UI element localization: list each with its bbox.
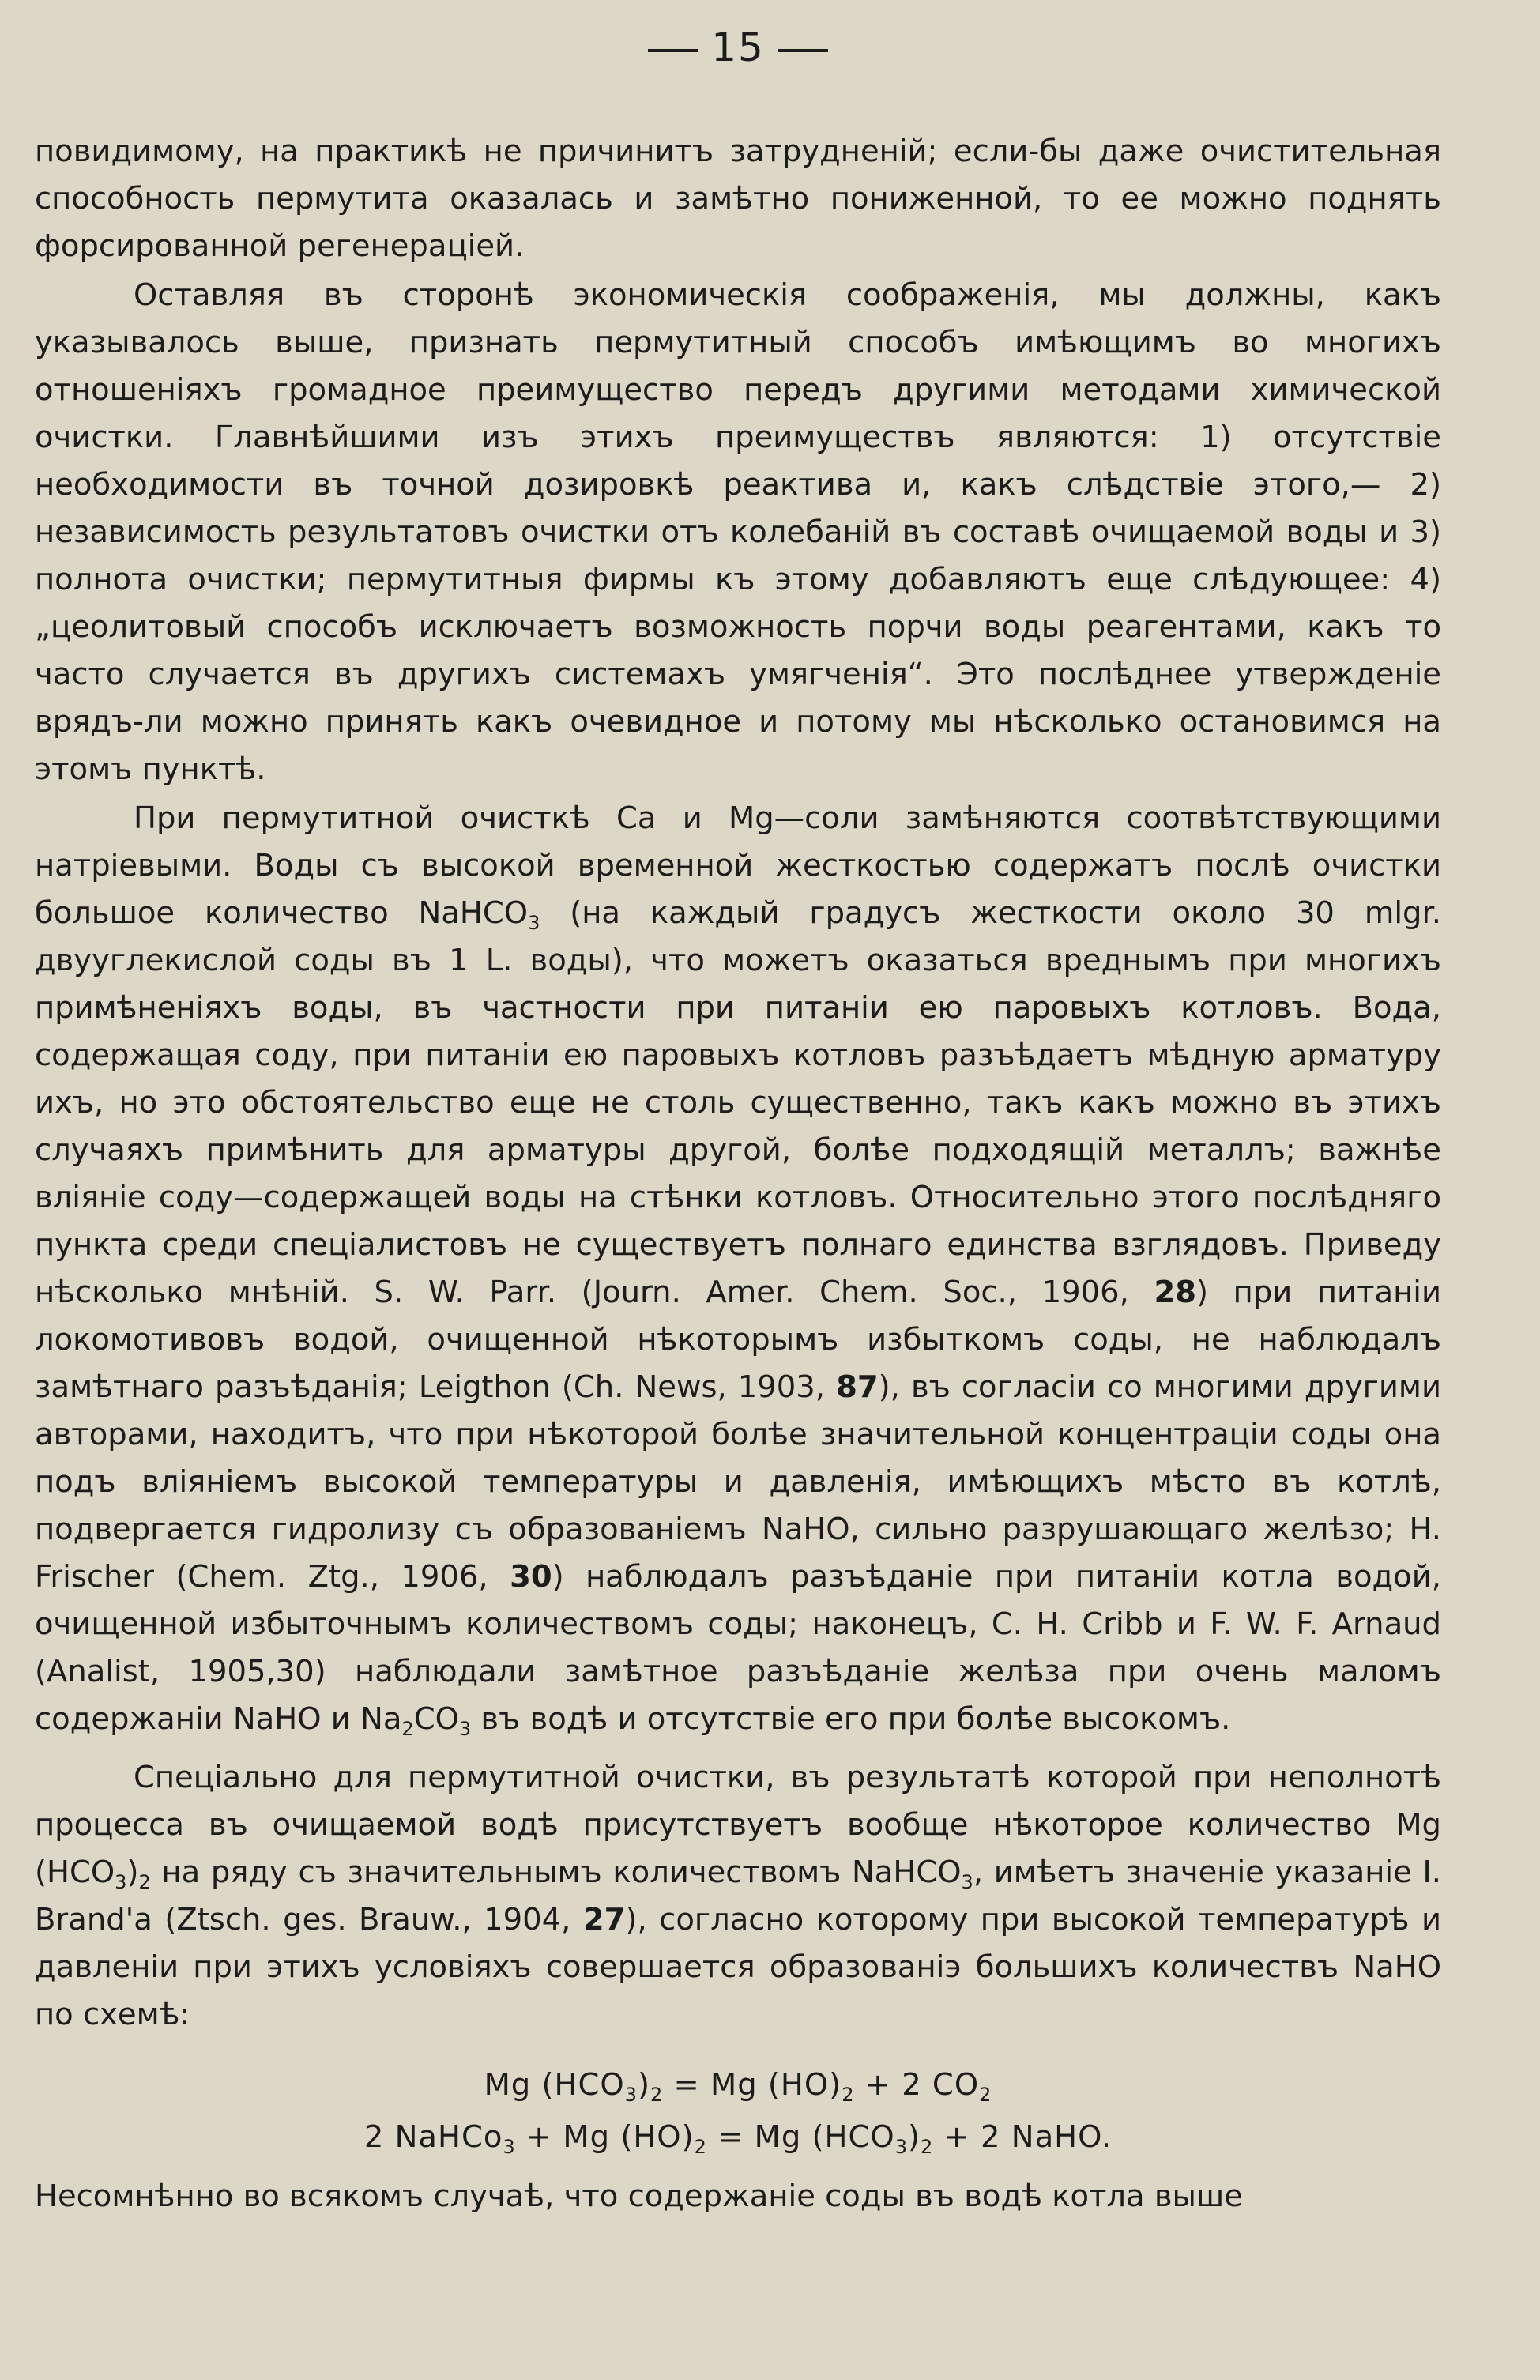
paragraph-2: Оставляя въ сторонѣ экономическія соображенія, мы должны, какъ указывалось выше, признать пермутитный способъ имѣющимъ во многихъ отношеніяхъ громадное преимущество передъ другими методами химической очистки. Главнѣйшими изъ этихъ преимуществъ являются: 1) отсутствіе необходимости въ точной дозировкѣ реактива и, какъ слѣдствіе этого,— 2) независимость результатовъ очистки отъ колебаній въ составѣ очищаемой воды и 3) полнота очистки; пермутитныя фирмы къ этому добавляютъ еще слѣдующее: 4) „цеолитовый способъ исключаетъ возможность порчи воды реагентами, какъ то часто случается въ другихъ системахъ умягченія“. Это послѣднее утвержденіе врядъ-ли можно принять какъ очевидное и потому мы нѣсколько остановимся на этомъ пунктѣ. (35, 277, 1441, 787)
p3-sub-f: 3 (458, 1718, 472, 1740)
p3-sub-e: 2 (401, 1718, 414, 1740)
paragraph-3 (35, 795, 1441, 1743)
formula-1 (35, 2059, 1441, 2111)
f1-sub-b: 2 (650, 2084, 664, 2106)
p3-bold-volume-87: 87 (836, 1369, 879, 1405)
f2-sub-a: 3 (503, 2136, 516, 2158)
p4-sub-a: 3 (115, 1871, 127, 1893)
f2-d: ) (907, 2119, 921, 2155)
p3-bold-volume-30: 30 (510, 1559, 552, 1595)
formula-2 (35, 2111, 1441, 2163)
p4-sub-c: 3 (961, 1871, 973, 1893)
f2-a: 2 NaHCo (363, 2119, 503, 2155)
f2-sub-c: 3 (894, 2136, 908, 2158)
p4-text-a: Спеціально для пермутитной очистки, въ результатѣ которой при неполнотѣ процесса въ очищаемой водѣ присутствуетъ вообще нѣкоторое количество Mg (HCO (35, 1760, 1441, 1890)
p3-sub-a: 3 (528, 912, 540, 934)
f1-d: + 2 CO (854, 2067, 980, 2103)
p4-text-e: ), согласно которому при высокой температурѣ и давленіи при этихъ условіяхъ совершается образованіэ большихъ количествъ NaHO по схемѣ: (35, 1902, 1441, 2032)
f1-sub-d: 2 (979, 2084, 992, 2106)
p3-text-f: CO (413, 1701, 459, 1737)
p3-text-d: ), въ согласіи со многими другими авторами, находитъ, что при нѣкоторой болѣе значительной концентраціи соды она подъ вліяніемъ высокой температуры и давленія, имѣющихъ мѣсто въ котлѣ, подвергается гидролизу съ образованіемъ NaHO, сильно разрушающаго желѣзо; H. Frischer (Chem. Ztg., 1906, (35, 1369, 1441, 1595)
f2-c: = Mg (HCO (706, 2119, 895, 2155)
p3-text-b: (на каждый градусъ жесткости около 30 mlgr. двууглекислой соды въ 1 L. воды), что можетъ оказаться вреднымъ при многихъ примѣненіяхъ воды, въ частности при питаніи ею паровыхъ котловъ. Вода, содержащая соду, при питаніи ею паровыхъ котловъ разъѣдаетъ мѣдную арматуру ихъ, но это обстоятельство еще не столь существенно, такъ какъ можно въ этихъ случаяхъ примѣнить для арматуры другой, болѣе подходящій металлъ; важнѣе вліяніе соду—содержащей воды на стѣнки котловъ. Относительно этого послѣдняго пункта среди спеціалистовъ не существуетъ полнаго единства взглядовъ. Приведу нѣсколько мнѣній. S. W. Parr. (Journ. Amer. Chem. Soc., 1906, (35, 895, 1441, 1310)
f2-e: + 2 NaHO. (933, 2119, 1113, 2155)
p4-bold-volume-27: 27 (582, 1902, 626, 1938)
f2-b: + Mg (HO) (515, 2119, 695, 2155)
f2-sub-d: 2 (921, 2136, 934, 2158)
f1-b: ) (637, 2067, 650, 2103)
page-number (35, 22, 1441, 73)
p4-text-c: на ряду съ значительнымъ количествомъ NaHCO (150, 1855, 962, 1890)
p4-text-d: , имѣетъ значеніе указаніе I. Brand'a (Ztsch. ges. Brauw., 1904, (35, 1855, 1441, 1938)
page-number-text: 15 (711, 24, 765, 70)
paragraph-5: Несомнѣнно во всякомъ случаѣ, что содержаніе соды въ водѣ котла выше (35, 2179, 1243, 2214)
p3-text-a: При пермутитной очисткѣ Са и Mg—соли замѣняются соотвѣтствующими натріевыми. Воды съ высокой временной жесткостью содержатъ послѣ очистки большое количество NaHCO (35, 800, 1441, 931)
p3-text-e: ) наблюдалъ разъѣданіе при питаніи котла водой, очищенной избыточнымъ количествомъ соды; наконецъ, C. H. Cribb и F. W. F. Arnaud (Analist, 1905,30) наблюдали замѣтное разъѣданіе желѣза при очень маломъ содержаніи NaHO и Na (35, 1559, 1441, 1737)
paragraph-1: повидимому, на практикѣ не причинитъ затрудненій; если-бы даже очистительная способность пермутита оказалась и замѣтно пониженной, то ее можно поднять форсированной регенераціей. (35, 134, 1441, 264)
f1-sub-a: 3 (624, 2084, 638, 2106)
p3-bold-volume-28: 28 (1154, 1275, 1197, 1310)
f1-sub-c: 2 (842, 2084, 855, 2106)
p3-text-g: въ водѣ и отсутствіе его при болѣе высокомъ. (471, 1701, 1231, 1737)
p4-text-b: ) (126, 1855, 139, 1890)
f1-c: = Mg (HO) (663, 2067, 842, 2103)
f1-a: Mg (HCO (484, 2067, 625, 2103)
dash-right (778, 49, 828, 52)
p3-text-c: ) при питаніи локомотивовъ водой, очищенной нѣкоторымъ избыткомъ соды, не наблюдалъ замѣтнаго разъѣданія; Leigthon (Ch. News, 1903, (35, 1275, 1441, 1405)
dash-left (648, 49, 698, 52)
p4-sub-b: 2 (138, 1871, 151, 1893)
paragraph-4 (35, 1754, 1441, 2039)
f2-sub-b: 2 (694, 2136, 707, 2158)
